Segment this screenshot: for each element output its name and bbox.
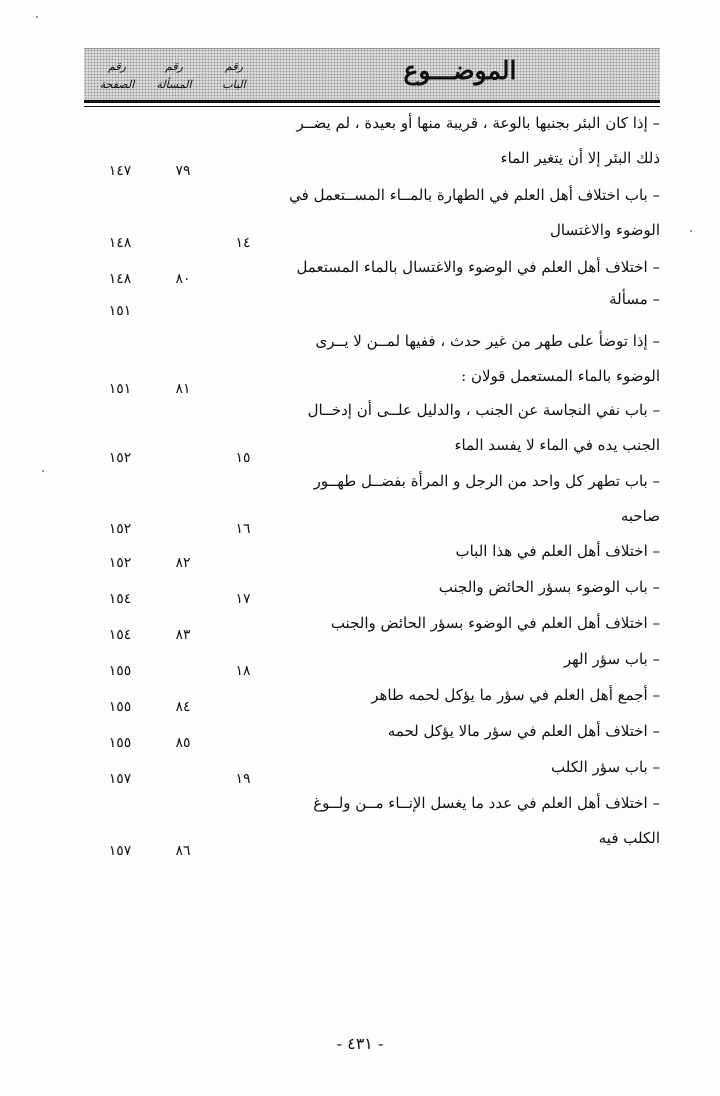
toc-entry [90, 570, 660, 610]
entry-text: – أجمع أهل العلم في سؤر ما يؤكل لحمه طاهر [371, 686, 660, 704]
entry-text: – باب الوضوء بسؤر الحائض والجنب [438, 578, 660, 596]
entry-text: – باب تطهر كل واحد من الرجل و المرأة بفضــل طهــور صاحبه [313, 472, 660, 525]
issue-number: ٨٦ [175, 843, 191, 859]
page-number: ١٥٢ [108, 555, 132, 571]
page-number: ١٥٧ [108, 843, 132, 859]
page-number: ١٥٥ [108, 663, 132, 679]
entry-text: – اختلاف أهل العلم في الوضوء والاغتسال بالماء المستعمل [296, 258, 660, 276]
entry-text: – باب نفي النجاسة عن الجنب ، والدليل علــى أن إدخــال الجنب يده في الماء لا يفسد الماء [307, 401, 660, 454]
toc-entry [90, 534, 660, 574]
chapter-number: ١٧ [235, 591, 251, 607]
header-page-number: رقم الصفحة [99, 60, 135, 91]
page-number: ١٤٧ [108, 163, 132, 179]
entry-text: – باب سؤر الهر [563, 650, 660, 668]
scan-speck [36, 16, 38, 18]
entry-text: – إذا كان البئر بجنبها بالوعة ، قريبة منها أو بعيدة ، لم يضــر ذلك البئر إلا أن يتغير الماء [296, 114, 660, 167]
toc-entry [90, 606, 660, 646]
issue-number: ٨١ [175, 381, 191, 397]
toc-entry [90, 282, 660, 322]
header-chapter-number: رقم الباب [222, 60, 246, 91]
issue-number: ٨٣ [175, 627, 191, 643]
entry-text: – اختلاف أهل العلم في سؤر مالا يؤكل لحمه [387, 722, 660, 740]
toc-entry [90, 786, 660, 862]
issue-number: ٨٥ [175, 735, 191, 751]
page-number: ١٥١ [108, 303, 132, 319]
page-footer-number: - ٤٣١ - [336, 1034, 384, 1053]
page-number: ١٥٥ [108, 699, 132, 715]
entry-text: – مسألة [609, 290, 660, 308]
toc-entry [90, 324, 660, 400]
page-number: ١٥٤ [108, 627, 132, 643]
issue-number: ٨٢ [175, 555, 191, 571]
header-subject: الموضـــوع [403, 56, 517, 85]
page-number: ١٥٧ [108, 771, 132, 787]
toc-entry [90, 642, 660, 682]
chapter-number: ١٤ [235, 235, 251, 251]
header-rule-thick [84, 100, 660, 103]
page-number: ١٥١ [108, 381, 132, 397]
scan-speck [690, 230, 692, 232]
page-number: ١٤٨ [108, 235, 132, 251]
toc-entry [90, 393, 660, 469]
toc-entry [90, 714, 660, 754]
chapter-number: ١٩ [235, 771, 251, 787]
entry-text: – باب سؤر الكلب [551, 758, 660, 776]
issue-number: ٨٤ [175, 699, 191, 715]
entry-text: – إذا توضأ على طهر من غير حدث ، ففيها لمــن لا يــرى الوضوء بالماء المستعمل قولان : [315, 332, 660, 385]
issue-number: ٨٠ [175, 271, 191, 287]
header-issue-number: رقم المسألة [156, 60, 192, 91]
entry-text: – اختلاف أهل العلم في الوضوء بسؤر الحائض والجنب [330, 614, 660, 632]
toc-entry [90, 750, 660, 790]
page-number: ١٥٢ [108, 450, 132, 466]
chapter-number: ١٦ [235, 521, 251, 537]
page-number: ١٥٢ [108, 521, 132, 537]
toc-entry [90, 464, 660, 540]
issue-number: ٧٩ [175, 163, 191, 179]
chapter-number: ١٨ [235, 663, 251, 679]
toc-entry [90, 106, 660, 182]
toc-entry [90, 178, 660, 254]
entry-text: – باب اختلاف أهل العلم في الطهارة بالمــاء المســتعمل في الوضوء والاغتسال [289, 186, 660, 239]
scan-speck [42, 470, 44, 472]
page-number: ١٥٥ [108, 735, 132, 751]
page-number: ١٥٤ [108, 591, 132, 607]
chapter-number: ١٥ [235, 450, 251, 466]
toc-entry [90, 678, 660, 718]
entry-text: – اختلاف أهل العلم في عدد ما يغسل الإنــاء مــن ولــوغ الكلب فيه [313, 794, 660, 847]
page-number: ١٤٨ [108, 271, 132, 287]
entry-text: – اختلاف أهل العلم في هذا الباب [455, 542, 660, 560]
